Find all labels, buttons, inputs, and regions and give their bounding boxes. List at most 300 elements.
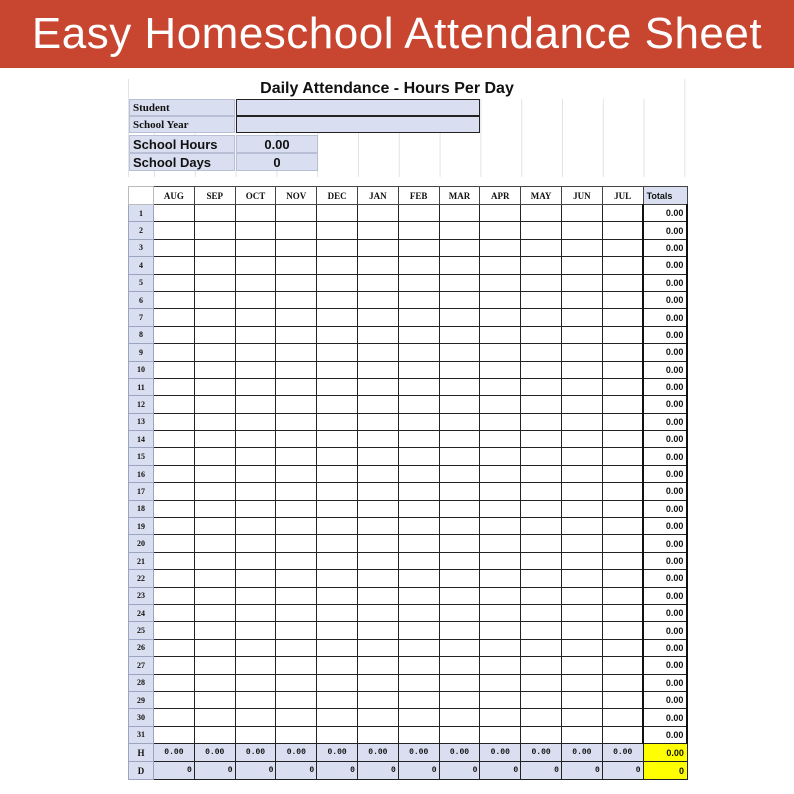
hours-cell-jul[interactable]	[602, 657, 643, 674]
hours-cell-apr[interactable]	[480, 622, 521, 639]
hours-cell-feb[interactable]	[398, 344, 439, 361]
hours-cell-feb[interactable]	[398, 709, 439, 726]
hours-cell-mar[interactable]	[439, 587, 480, 604]
hours-cell-sep[interactable]	[194, 535, 235, 552]
hours-cell-sep[interactable]	[194, 205, 235, 222]
hours-cell-jun[interactable]	[561, 205, 602, 222]
hours-cell-jul[interactable]	[602, 205, 643, 222]
hours-cell-may[interactable]	[521, 396, 562, 413]
hours-cell-nov[interactable]	[276, 205, 317, 222]
hours-cell-apr[interactable]	[480, 726, 521, 743]
hours-cell-oct[interactable]	[235, 518, 276, 535]
hours-cell-jan[interactable]	[357, 361, 398, 378]
hours-cell-jul[interactable]	[602, 726, 643, 743]
hours-cell-aug[interactable]	[154, 448, 195, 465]
hours-cell-oct[interactable]	[235, 483, 276, 500]
hours-cell-dec[interactable]	[317, 535, 358, 552]
hours-cell-may[interactable]	[521, 622, 562, 639]
hours-cell-feb[interactable]	[398, 257, 439, 274]
hours-cell-nov[interactable]	[276, 361, 317, 378]
hours-cell-jul[interactable]	[602, 257, 643, 274]
hours-cell-dec[interactable]	[317, 483, 358, 500]
hours-cell-apr[interactable]	[480, 552, 521, 569]
hours-cell-mar[interactable]	[439, 500, 480, 517]
hours-cell-sep[interactable]	[194, 291, 235, 308]
hours-cell-jun[interactable]	[561, 274, 602, 291]
hours-cell-mar[interactable]	[439, 518, 480, 535]
hours-cell-sep[interactable]	[194, 396, 235, 413]
hours-cell-nov[interactable]	[276, 344, 317, 361]
hours-cell-sep[interactable]	[194, 691, 235, 708]
hours-cell-may[interactable]	[521, 639, 562, 656]
hours-cell-nov[interactable]	[276, 726, 317, 743]
hours-cell-sep[interactable]	[194, 465, 235, 482]
hours-cell-may[interactable]	[521, 239, 562, 256]
hours-cell-oct[interactable]	[235, 344, 276, 361]
hours-cell-sep[interactable]	[194, 483, 235, 500]
hours-cell-sep[interactable]	[194, 587, 235, 604]
hours-cell-apr[interactable]	[480, 674, 521, 691]
hours-cell-sep[interactable]	[194, 431, 235, 448]
hours-cell-may[interactable]	[521, 274, 562, 291]
hours-cell-apr[interactable]	[480, 535, 521, 552]
hours-cell-apr[interactable]	[480, 239, 521, 256]
hours-cell-jan[interactable]	[357, 291, 398, 308]
hours-cell-may[interactable]	[521, 222, 562, 239]
hours-cell-dec[interactable]	[317, 344, 358, 361]
hours-cell-mar[interactable]	[439, 239, 480, 256]
hours-cell-mar[interactable]	[439, 257, 480, 274]
hours-cell-jan[interactable]	[357, 726, 398, 743]
hours-cell-jan[interactable]	[357, 709, 398, 726]
hours-cell-jun[interactable]	[561, 361, 602, 378]
hours-cell-jan[interactable]	[357, 465, 398, 482]
hours-cell-jan[interactable]	[357, 257, 398, 274]
hours-cell-oct[interactable]	[235, 622, 276, 639]
hours-cell-aug[interactable]	[154, 413, 195, 430]
hours-cell-oct[interactable]	[235, 239, 276, 256]
hours-cell-jun[interactable]	[561, 709, 602, 726]
hours-cell-jul[interactable]	[602, 239, 643, 256]
hours-cell-apr[interactable]	[480, 326, 521, 343]
hours-cell-apr[interactable]	[480, 222, 521, 239]
hours-cell-apr[interactable]	[480, 500, 521, 517]
hours-cell-feb[interactable]	[398, 222, 439, 239]
hours-cell-aug[interactable]	[154, 518, 195, 535]
hours-cell-nov[interactable]	[276, 396, 317, 413]
hours-cell-aug[interactable]	[154, 691, 195, 708]
hours-cell-mar[interactable]	[439, 222, 480, 239]
hours-cell-may[interactable]	[521, 709, 562, 726]
hours-cell-apr[interactable]	[480, 396, 521, 413]
hours-cell-aug[interactable]	[154, 726, 195, 743]
hours-cell-mar[interactable]	[439, 274, 480, 291]
hours-cell-apr[interactable]	[480, 691, 521, 708]
hours-cell-oct[interactable]	[235, 326, 276, 343]
hours-cell-oct[interactable]	[235, 657, 276, 674]
hours-cell-sep[interactable]	[194, 552, 235, 569]
hours-cell-nov[interactable]	[276, 274, 317, 291]
hours-cell-dec[interactable]	[317, 413, 358, 430]
hours-cell-jun[interactable]	[561, 535, 602, 552]
hours-cell-jul[interactable]	[602, 361, 643, 378]
hours-cell-jan[interactable]	[357, 552, 398, 569]
hours-cell-aug[interactable]	[154, 239, 195, 256]
hours-cell-jun[interactable]	[561, 309, 602, 326]
hours-cell-mar[interactable]	[439, 291, 480, 308]
hours-cell-feb[interactable]	[398, 726, 439, 743]
hours-cell-jan[interactable]	[357, 309, 398, 326]
hours-cell-jul[interactable]	[602, 674, 643, 691]
hours-cell-jan[interactable]	[357, 657, 398, 674]
hours-cell-dec[interactable]	[317, 674, 358, 691]
hours-cell-sep[interactable]	[194, 361, 235, 378]
hours-cell-aug[interactable]	[154, 205, 195, 222]
hours-cell-feb[interactable]	[398, 604, 439, 621]
hours-cell-jan[interactable]	[357, 344, 398, 361]
hours-cell-dec[interactable]	[317, 274, 358, 291]
hours-cell-feb[interactable]	[398, 552, 439, 569]
hours-cell-mar[interactable]	[439, 396, 480, 413]
hours-cell-dec[interactable]	[317, 709, 358, 726]
hours-cell-apr[interactable]	[480, 587, 521, 604]
hours-cell-sep[interactable]	[194, 274, 235, 291]
hours-cell-jul[interactable]	[602, 378, 643, 395]
hours-cell-sep[interactable]	[194, 448, 235, 465]
hours-cell-apr[interactable]	[480, 709, 521, 726]
hours-cell-jun[interactable]	[561, 431, 602, 448]
hours-cell-may[interactable]	[521, 657, 562, 674]
hours-cell-nov[interactable]	[276, 483, 317, 500]
hours-cell-jul[interactable]	[602, 709, 643, 726]
hours-cell-sep[interactable]	[194, 674, 235, 691]
hours-cell-nov[interactable]	[276, 535, 317, 552]
hours-cell-may[interactable]	[521, 552, 562, 569]
hours-cell-aug[interactable]	[154, 465, 195, 482]
hours-cell-oct[interactable]	[235, 291, 276, 308]
hours-cell-jan[interactable]	[357, 326, 398, 343]
hours-cell-feb[interactable]	[398, 657, 439, 674]
hours-cell-nov[interactable]	[276, 570, 317, 587]
hours-cell-apr[interactable]	[480, 257, 521, 274]
hours-cell-aug[interactable]	[154, 639, 195, 656]
hours-cell-feb[interactable]	[398, 448, 439, 465]
hours-cell-jun[interactable]	[561, 587, 602, 604]
hours-cell-sep[interactable]	[194, 657, 235, 674]
hours-cell-dec[interactable]	[317, 570, 358, 587]
hours-cell-sep[interactable]	[194, 413, 235, 430]
hours-cell-jan[interactable]	[357, 448, 398, 465]
hours-cell-mar[interactable]	[439, 552, 480, 569]
hours-cell-mar[interactable]	[439, 535, 480, 552]
hours-cell-mar[interactable]	[439, 431, 480, 448]
hours-cell-feb[interactable]	[398, 500, 439, 517]
hours-cell-oct[interactable]	[235, 274, 276, 291]
hours-cell-jan[interactable]	[357, 639, 398, 656]
hours-cell-oct[interactable]	[235, 639, 276, 656]
hours-cell-jan[interactable]	[357, 674, 398, 691]
hours-cell-aug[interactable]	[154, 657, 195, 674]
hours-cell-jun[interactable]	[561, 222, 602, 239]
hours-cell-jun[interactable]	[561, 396, 602, 413]
hours-cell-dec[interactable]	[317, 518, 358, 535]
hours-cell-feb[interactable]	[398, 691, 439, 708]
hours-cell-aug[interactable]	[154, 361, 195, 378]
hours-cell-apr[interactable]	[480, 639, 521, 656]
hours-cell-mar[interactable]	[439, 483, 480, 500]
hours-cell-oct[interactable]	[235, 691, 276, 708]
hours-cell-nov[interactable]	[276, 691, 317, 708]
hours-cell-feb[interactable]	[398, 674, 439, 691]
hours-cell-jun[interactable]	[561, 518, 602, 535]
hours-cell-oct[interactable]	[235, 257, 276, 274]
hours-cell-mar[interactable]	[439, 639, 480, 656]
hours-cell-jan[interactable]	[357, 500, 398, 517]
hours-cell-jun[interactable]	[561, 500, 602, 517]
hours-cell-oct[interactable]	[235, 431, 276, 448]
hours-cell-jul[interactable]	[602, 222, 643, 239]
hours-cell-aug[interactable]	[154, 604, 195, 621]
hours-cell-nov[interactable]	[276, 709, 317, 726]
hours-cell-may[interactable]	[521, 378, 562, 395]
hours-cell-nov[interactable]	[276, 326, 317, 343]
hours-cell-feb[interactable]	[398, 622, 439, 639]
hours-cell-feb[interactable]	[398, 205, 439, 222]
hours-cell-oct[interactable]	[235, 448, 276, 465]
hours-cell-jan[interactable]	[357, 622, 398, 639]
hours-cell-dec[interactable]	[317, 291, 358, 308]
hours-cell-feb[interactable]	[398, 309, 439, 326]
hours-cell-feb[interactable]	[398, 239, 439, 256]
hours-cell-aug[interactable]	[154, 257, 195, 274]
hours-cell-jul[interactable]	[602, 587, 643, 604]
hours-cell-mar[interactable]	[439, 465, 480, 482]
hours-cell-jul[interactable]	[602, 604, 643, 621]
hours-cell-oct[interactable]	[235, 396, 276, 413]
hours-cell-apr[interactable]	[480, 274, 521, 291]
hours-cell-apr[interactable]	[480, 448, 521, 465]
hours-cell-nov[interactable]	[276, 622, 317, 639]
hours-cell-oct[interactable]	[235, 570, 276, 587]
hours-cell-jan[interactable]	[357, 274, 398, 291]
hours-cell-apr[interactable]	[480, 344, 521, 361]
hours-cell-oct[interactable]	[235, 587, 276, 604]
hours-cell-may[interactable]	[521, 309, 562, 326]
hours-cell-feb[interactable]	[398, 431, 439, 448]
hours-cell-mar[interactable]	[439, 691, 480, 708]
hours-cell-jan[interactable]	[357, 222, 398, 239]
hours-cell-jun[interactable]	[561, 413, 602, 430]
hours-cell-jul[interactable]	[602, 274, 643, 291]
hours-cell-jan[interactable]	[357, 570, 398, 587]
hours-cell-dec[interactable]	[317, 726, 358, 743]
hours-cell-jul[interactable]	[602, 291, 643, 308]
hours-cell-may[interactable]	[521, 726, 562, 743]
hours-cell-jan[interactable]	[357, 239, 398, 256]
hours-cell-feb[interactable]	[398, 396, 439, 413]
hours-cell-mar[interactable]	[439, 413, 480, 430]
hours-cell-jul[interactable]	[602, 483, 643, 500]
hours-cell-nov[interactable]	[276, 674, 317, 691]
hours-cell-mar[interactable]	[439, 709, 480, 726]
hours-cell-aug[interactable]	[154, 309, 195, 326]
hours-cell-may[interactable]	[521, 465, 562, 482]
hours-cell-aug[interactable]	[154, 535, 195, 552]
hours-cell-oct[interactable]	[235, 726, 276, 743]
hours-cell-dec[interactable]	[317, 657, 358, 674]
hours-cell-jun[interactable]	[561, 552, 602, 569]
hours-cell-jan[interactable]	[357, 431, 398, 448]
hours-cell-jan[interactable]	[357, 604, 398, 621]
hours-cell-oct[interactable]	[235, 222, 276, 239]
hours-cell-mar[interactable]	[439, 326, 480, 343]
hours-cell-sep[interactable]	[194, 378, 235, 395]
hours-cell-apr[interactable]	[480, 291, 521, 308]
hours-cell-jul[interactable]	[602, 570, 643, 587]
hours-cell-feb[interactable]	[398, 570, 439, 587]
hours-cell-dec[interactable]	[317, 378, 358, 395]
hours-cell-mar[interactable]	[439, 622, 480, 639]
hours-cell-aug[interactable]	[154, 500, 195, 517]
hours-cell-aug[interactable]	[154, 587, 195, 604]
hours-cell-jul[interactable]	[602, 622, 643, 639]
hours-cell-nov[interactable]	[276, 518, 317, 535]
hours-cell-feb[interactable]	[398, 291, 439, 308]
hours-cell-nov[interactable]	[276, 413, 317, 430]
hours-cell-dec[interactable]	[317, 587, 358, 604]
hours-cell-sep[interactable]	[194, 500, 235, 517]
hours-cell-aug[interactable]	[154, 396, 195, 413]
hours-cell-mar[interactable]	[439, 378, 480, 395]
hours-cell-oct[interactable]	[235, 205, 276, 222]
hours-cell-nov[interactable]	[276, 222, 317, 239]
hours-cell-dec[interactable]	[317, 500, 358, 517]
hours-cell-may[interactable]	[521, 604, 562, 621]
hours-cell-jun[interactable]	[561, 483, 602, 500]
hours-cell-feb[interactable]	[398, 465, 439, 482]
hours-cell-dec[interactable]	[317, 691, 358, 708]
hours-cell-dec[interactable]	[317, 639, 358, 656]
hours-cell-may[interactable]	[521, 326, 562, 343]
hours-cell-may[interactable]	[521, 570, 562, 587]
hours-cell-dec[interactable]	[317, 326, 358, 343]
hours-cell-nov[interactable]	[276, 500, 317, 517]
hours-cell-jul[interactable]	[602, 500, 643, 517]
hours-cell-nov[interactable]	[276, 604, 317, 621]
hours-cell-dec[interactable]	[317, 257, 358, 274]
hours-cell-oct[interactable]	[235, 552, 276, 569]
school-year-input[interactable]	[236, 116, 480, 133]
hours-cell-aug[interactable]	[154, 378, 195, 395]
hours-cell-sep[interactable]	[194, 518, 235, 535]
hours-cell-jun[interactable]	[561, 257, 602, 274]
hours-cell-nov[interactable]	[276, 257, 317, 274]
hours-cell-feb[interactable]	[398, 274, 439, 291]
hours-cell-aug[interactable]	[154, 274, 195, 291]
hours-cell-oct[interactable]	[235, 309, 276, 326]
hours-cell-jul[interactable]	[602, 396, 643, 413]
hours-cell-may[interactable]	[521, 674, 562, 691]
hours-cell-mar[interactable]	[439, 726, 480, 743]
hours-cell-aug[interactable]	[154, 622, 195, 639]
hours-cell-nov[interactable]	[276, 431, 317, 448]
hours-cell-jun[interactable]	[561, 465, 602, 482]
hours-cell-jul[interactable]	[602, 448, 643, 465]
hours-cell-aug[interactable]	[154, 431, 195, 448]
hours-cell-nov[interactable]	[276, 239, 317, 256]
hours-cell-nov[interactable]	[276, 378, 317, 395]
hours-cell-jan[interactable]	[357, 205, 398, 222]
hours-cell-may[interactable]	[521, 361, 562, 378]
hours-cell-apr[interactable]	[480, 604, 521, 621]
hours-cell-may[interactable]	[521, 291, 562, 308]
hours-cell-dec[interactable]	[317, 552, 358, 569]
hours-cell-sep[interactable]	[194, 709, 235, 726]
hours-cell-jun[interactable]	[561, 639, 602, 656]
hours-cell-sep[interactable]	[194, 570, 235, 587]
hours-cell-jun[interactable]	[561, 570, 602, 587]
hours-cell-jul[interactable]	[602, 344, 643, 361]
hours-cell-may[interactable]	[521, 483, 562, 500]
hours-cell-jul[interactable]	[602, 413, 643, 430]
hours-cell-mar[interactable]	[439, 344, 480, 361]
hours-cell-may[interactable]	[521, 431, 562, 448]
hours-cell-jul[interactable]	[602, 431, 643, 448]
hours-cell-feb[interactable]	[398, 518, 439, 535]
hours-cell-sep[interactable]	[194, 239, 235, 256]
hours-cell-sep[interactable]	[194, 257, 235, 274]
hours-cell-jul[interactable]	[602, 535, 643, 552]
hours-cell-jan[interactable]	[357, 587, 398, 604]
hours-cell-feb[interactable]	[398, 361, 439, 378]
hours-cell-nov[interactable]	[276, 657, 317, 674]
hours-cell-nov[interactable]	[276, 465, 317, 482]
hours-cell-nov[interactable]	[276, 309, 317, 326]
hours-cell-dec[interactable]	[317, 361, 358, 378]
hours-cell-may[interactable]	[521, 691, 562, 708]
hours-cell-feb[interactable]	[398, 413, 439, 430]
hours-cell-jun[interactable]	[561, 604, 602, 621]
hours-cell-jun[interactable]	[561, 691, 602, 708]
hours-cell-may[interactable]	[521, 500, 562, 517]
hours-cell-aug[interactable]	[154, 570, 195, 587]
hours-cell-sep[interactable]	[194, 326, 235, 343]
hours-cell-jul[interactable]	[602, 518, 643, 535]
hours-cell-oct[interactable]	[235, 674, 276, 691]
hours-cell-jun[interactable]	[561, 657, 602, 674]
hours-cell-nov[interactable]	[276, 448, 317, 465]
hours-cell-may[interactable]	[521, 448, 562, 465]
hours-cell-feb[interactable]	[398, 535, 439, 552]
hours-cell-may[interactable]	[521, 413, 562, 430]
hours-cell-jul[interactable]	[602, 639, 643, 656]
hours-cell-feb[interactable]	[398, 639, 439, 656]
hours-cell-aug[interactable]	[154, 674, 195, 691]
hours-cell-oct[interactable]	[235, 500, 276, 517]
hours-cell-mar[interactable]	[439, 309, 480, 326]
hours-cell-mar[interactable]	[439, 674, 480, 691]
hours-cell-jun[interactable]	[561, 674, 602, 691]
hours-cell-apr[interactable]	[480, 378, 521, 395]
hours-cell-sep[interactable]	[194, 309, 235, 326]
hours-cell-mar[interactable]	[439, 570, 480, 587]
hours-cell-jan[interactable]	[357, 378, 398, 395]
hours-cell-dec[interactable]	[317, 431, 358, 448]
hours-cell-jun[interactable]	[561, 326, 602, 343]
hours-cell-mar[interactable]	[439, 448, 480, 465]
hours-cell-may[interactable]	[521, 257, 562, 274]
hours-cell-nov[interactable]	[276, 552, 317, 569]
